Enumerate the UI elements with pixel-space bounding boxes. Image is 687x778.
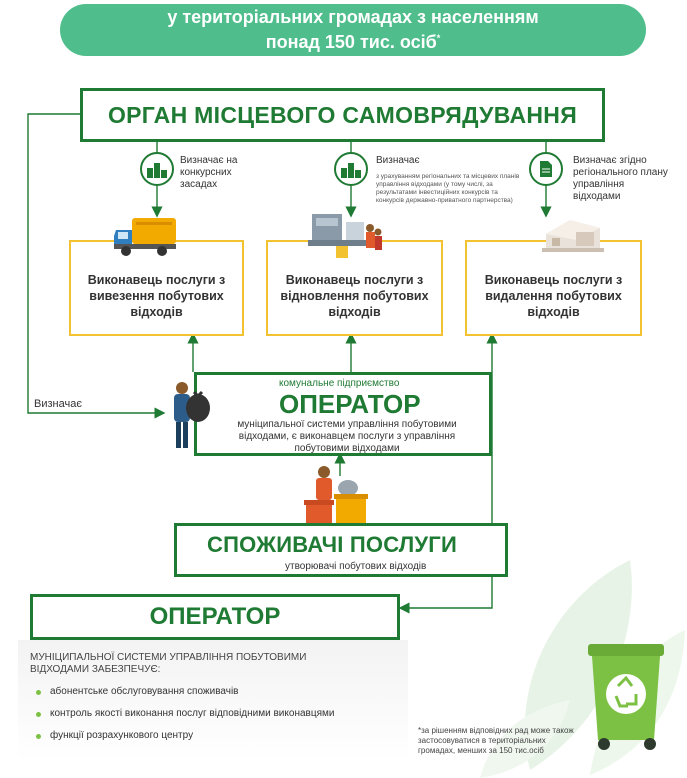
footnote: *за рішенням відповідних рад може також застосовуватися в територіальних громадах, менших за 150 тис.осіб [418,726,574,755]
list-item: функції розрахункового центру [36,730,334,741]
provider-label-collection: Виконавець послуги з вивезення побутових відходів [87,273,226,319]
podium-icon [140,152,174,186]
garbage-truck-icon [112,212,180,258]
banner-line-2: понад 150 тис. осіб* [265,32,441,52]
landfill-icon [540,212,606,256]
consumers-box [174,523,508,577]
document-icon [529,152,563,186]
authority-title: ОРГАН МІСЦЕВОГО САМОВРЯДУВАННЯ [107,101,578,128]
determines-note-2: з урахуванням регіональних та місцевих планів управління відходами (у тому числі, за результатами інвестиційних конкурсів та конкурсів державно-приватного партнерства) [376,173,520,204]
operator-subtitle: комунальне підприємство [279,378,400,389]
determines-label-3: Визначає згідно регіонального плану управління відходами [573,155,668,202]
worker-with-bag-icon [168,378,212,454]
header-banner [60,4,646,56]
footnote-mark: * [436,33,441,43]
recycle-bin-icon [584,640,668,752]
operator-box [194,372,492,456]
operator2-description: МУНІЦИПАЛЬНОЇ СИСТЕМИ УПРАВЛІННЯ ПОБУТОВИМИ ВІДХОДАМИ ЗАБЕЗПЕЧУЄ: [30,652,307,675]
determines-label-2: Визначає [376,155,420,166]
provider-label-disposal: Виконавець послуги з видалення побутових відходів [484,273,623,319]
podium-icon [334,152,368,186]
determines-label-1: Визначає на конкурсних засадах [180,155,238,190]
operator2-title: ОПЕРАТОР [149,603,281,630]
provider-label-recovery: Виконавець послуги з відновлення побутових відходів [280,273,429,319]
authority-box [80,88,605,142]
consumers-subtitle: утворювачі побутових відходів [285,561,427,572]
operator-title: ОПЕРАТОР [279,389,421,419]
operator-description: муніципальної системи управління побутовими відходами, є виконавцем послуги з управління побутовими відходами [237,419,457,454]
operator2-box [30,594,400,640]
consumers-title: СПОЖИВАЧІ ПОСЛУГИ [207,532,457,557]
list-item: контроль якості виконання послуг відповідними виконавцями [36,708,334,719]
list-item: абонентське обслуговування споживачів [36,686,334,697]
recycling-plant-icon [306,208,384,260]
determines-operator-label: Визначає [34,398,82,410]
banner-line-1: у територіальних громадах з населенням [167,7,539,27]
operator2-list [36,686,334,752]
